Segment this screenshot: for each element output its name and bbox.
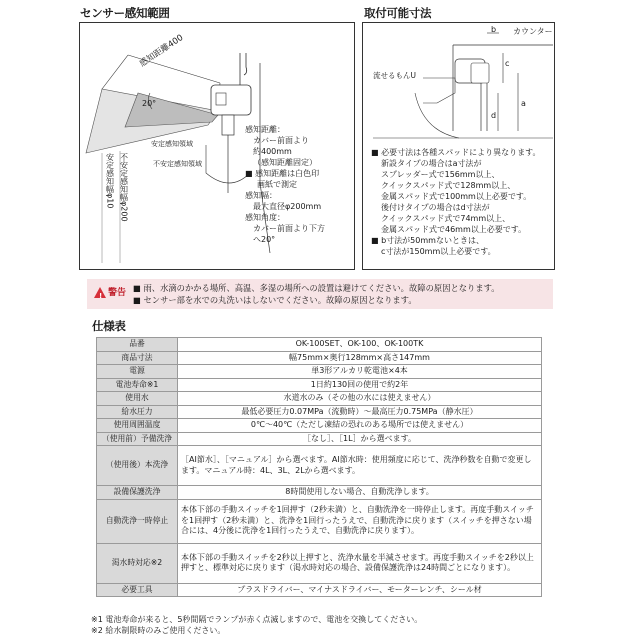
spec-value: 1日約130回の使用で約2年 (178, 378, 542, 392)
mount-dims-title: 取付可能寸法 (364, 6, 432, 20)
spec-row (97, 392, 542, 406)
spec-title: 仕様表 (92, 319, 126, 333)
mount-dims-panel (362, 22, 555, 270)
unstable-range-label: 不安定感知幅φ200 (119, 153, 129, 222)
spec-value: 最低必要圧力0.07MPa（流動時）～最高圧力0.75MPa（静水圧） (178, 405, 542, 419)
spec-key: （使用前）予備洗浄 (97, 432, 178, 446)
warning-lines: ■ 雨、水滴のかかる場所、高温、多湿の場所への設置は避けてください。故障の原因となります。 ■ センサー部を水での丸洗いはしないでください。故障の原因となります。 (133, 283, 500, 305)
spec-row (97, 583, 542, 597)
dim-c-label: c (505, 59, 510, 68)
spec-value: プラスドライバー、マイナスドライバー、モーターレンチ、シール材 (178, 583, 542, 597)
stable-range-label: 安定感知幅φ10 (105, 153, 115, 209)
spec-key: 設備保護洗浄 (97, 486, 178, 500)
sensor-notes: 感知距離： カバー前面より 約400mm （感知距離固定） ■ 感知距離は白色印 画紙で測定 感知幅： 最大直径φ200mm 感知角度： カバー前面より下方 へ20° (245, 125, 325, 244)
footnotes (91, 614, 422, 636)
footnote-1: ※1 電池寿命が来ると、5秒間隔でランプが赤く点滅しますので、電池を交換してください。 (91, 615, 423, 624)
sensor-range-panel (79, 22, 355, 270)
spec-key: 使用水 (97, 392, 178, 406)
dim-b-label: b (491, 25, 497, 34)
spec-key: （使用後）本洗浄 (97, 446, 178, 486)
spec-row (97, 486, 542, 500)
warning-box (87, 279, 553, 309)
spec-row (97, 351, 542, 365)
mount-dims-diagram (363, 23, 556, 153)
spec-table (96, 337, 542, 597)
spec-value: ［なし］、［1L］から選べます。 (178, 432, 542, 446)
angle-label: 20° (142, 99, 157, 108)
stable-zone-label: 安定感知領域 (151, 140, 193, 148)
spec-key: 使用周囲温度 (97, 419, 178, 433)
spec-key: 自動洗浄一時停止 (97, 499, 178, 543)
spec-value: OK-100SET、OK-100、OK-100TK (178, 338, 542, 352)
spec-key: 商品寸法 (97, 351, 178, 365)
sensor-range-title: センサー感知範囲 (80, 6, 170, 20)
spec-value: 幅75mm×奥行128mm×高さ147mm (178, 351, 542, 365)
spec-row (97, 365, 542, 379)
spec-row (97, 405, 542, 419)
footnote-2: ※2 給水制限時のみご使用ください。 (91, 626, 226, 635)
spec-row (97, 432, 542, 446)
spec-value: 本体下部の手動スイッチを2秒以上押すと、洗浄水量を半減させます。再度手動スイッチを2秒以上押すと、標準対応に戻ります（渇水時対応の場合、設備保護洗浄は24時間ごとになります）。 (178, 543, 542, 583)
dim-d-label: d (491, 111, 497, 120)
unstable-zone-label: 不安定感知領域 (153, 160, 202, 168)
spec-row (97, 378, 542, 392)
spec-row (97, 446, 542, 486)
spec-row (97, 499, 542, 543)
warning-label: 警告 (108, 288, 127, 298)
flow-label: 流せるもんU (373, 71, 416, 80)
spec-value: 本体下部の手動スイッチを1回押す（2秒未満）と、自動洗浄を一時停止します。再度手動スイッチを1回押す（2秒未満）と、洗浄を1回行ったうえで、自動洗浄に戻ります（スイッチを押さない場合には、4分後に洗浄を1回行ったうえで、自動洗浄に戻ります）。 (178, 499, 542, 543)
spec-key: 渇水時対応※2 (97, 543, 178, 583)
spec-row (97, 419, 542, 433)
spec-key: 電池寿命※1 (97, 378, 178, 392)
spec-key: 品番 (97, 338, 178, 352)
distance-label: 感知距離400 (138, 32, 186, 70)
spec-value: 単3形アルカリ乾電池×4本 (178, 365, 542, 379)
spec-key: 必要工具 (97, 583, 178, 597)
spec-key: 電源 (97, 365, 178, 379)
spec-row (97, 338, 542, 352)
spec-key: 給水圧力 (97, 405, 178, 419)
counter-label: カウンター (513, 27, 553, 36)
spec-value: 水道水のみ（その他の水には使えません） (178, 392, 542, 406)
spec-value: 8時間使用しない場合、自動洗浄します。 (178, 486, 542, 500)
dim-a-label: a (521, 99, 526, 108)
warning-icon-mark: ! (99, 292, 103, 300)
spec-value: 0℃～40℃（ただし凍結の恐れのある場所では使えません） (178, 419, 542, 433)
mount-notes: ■ 必要寸法は各種スパッドにより異なります。 新設タイプの場合はa寸法が スプレッダー式で156mm以上、 クイックスパッド式で128mm以上、 金属スパッド式で100mm以上必要です。 後付けタイプの場合はd寸法が クイックスパッド式で74mm以上、 金属スパッド式で46mm以上必要です。 ■ b寸法が50mmないときは、 c寸法が150mm以上必要です。 (371, 148, 541, 256)
spec-row (97, 543, 542, 583)
spec-value: ［AI節水］、［マニュアル］から選べます。AI節水時：使用頻度に応じて、洗浄秒数を自動で変更します。マニュアル時：4L、3L、2Lから選べます。 (178, 446, 542, 486)
